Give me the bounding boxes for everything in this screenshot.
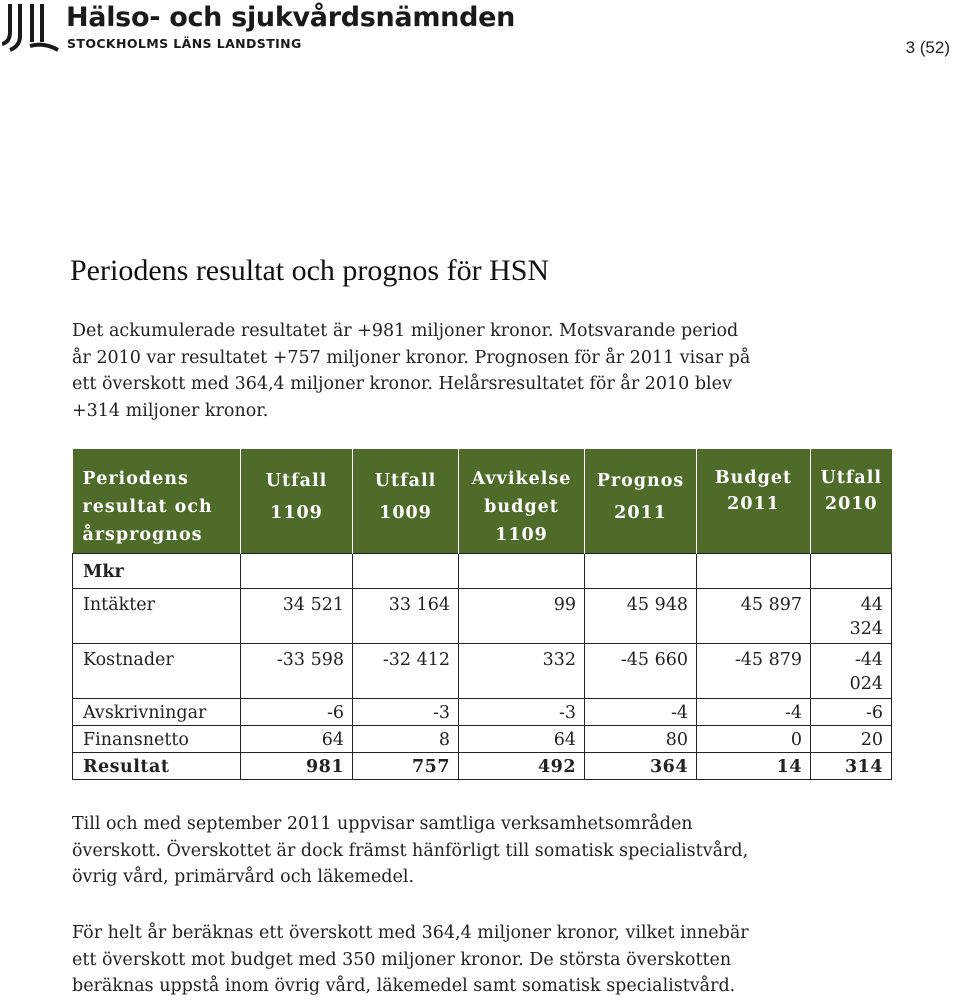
table-cell [353,554,459,589]
table-cell: -6 [241,699,353,726]
page-number: 3 (52) [905,38,950,57]
header-utfall-1009 [353,449,459,554]
result-forecast-table [72,449,892,780]
row-label: Intäkter [73,589,241,644]
header-prognos-2011 [585,449,697,554]
table-cell: 492 [459,753,585,780]
header-avvikelse-budget: Avvikelse budget 1109 [459,449,585,554]
table-cell [811,554,892,589]
table-row [73,726,892,753]
forecast-paragraph: För helt år beräknas ett överskott med 364,4 miljoner kronor, vilket innebär ett överskott mot budget med 350 miljoner kronor. De största överskotten beräknas uppstå inom övrig vård, läkemedel samt somatisk specialistvård. [72,923,749,996]
table-cell: -33 598 [241,644,353,699]
table-cell: 34 521 [241,589,353,644]
header-text: Prognos 2011 [596,471,685,523]
table-header-row [73,449,892,554]
header-text: Utfall 1009 [374,471,437,523]
table-cell: 314 [811,753,892,780]
table-cell: 364 [585,753,697,780]
table-cell: 20 [811,726,892,753]
summary-paragraph: Till och med september 2011 uppvisar samtliga verksamhetsområden överskott. Överskottet är dock främst hänförligt till somatisk specialistvård, övrig vård, primärvård och läkemedel. [72,814,749,887]
wrapped-value: 44 324 [849,595,883,639]
table-cell: -45 879 [697,644,811,699]
table-cell: 332 [459,644,585,699]
section-title: Periodens resultat och prognos för HSN [70,254,550,287]
table-cell: -4 [697,699,811,726]
table-total-row [73,753,892,780]
table-cell: 757 [353,753,459,780]
organization-name: Hälso- och sjukvårdsnämnden [66,2,516,33]
intro-paragraph: Det ackumulerade resultatet är +981 miljoner kronor. Motsvarande period år 2010 var resultatet +757 miljoner kronor. Prognosen för år 2011 visar på ett överskott med 364,4 miljoner kronor. Helårsresultatet för år 2010 blev +314 miljoner kronor. [72,321,751,421]
table-cell: -6 [811,699,892,726]
table-unit-row [73,554,892,589]
table-cell: 64 [459,726,585,753]
table-cell: -3 [353,699,459,726]
table-cell: 80 [585,726,697,753]
wrapped-value: -44 024 [849,650,883,694]
table-cell: -4 [585,699,697,726]
table-cell [241,554,353,589]
table-cell [811,644,892,699]
organization-subtitle: STOCKHOLMS LÄNS LANDSTING [67,36,302,51]
table-cell: 981 [241,753,353,780]
header-text: Budget 2011 [714,468,793,514]
table-cell [459,554,585,589]
landsting-logo-icon [2,2,60,52]
table-row [73,699,892,726]
table-cell [811,589,892,644]
table-cell: -32 412 [353,644,459,699]
table-cell: 0 [697,726,811,753]
table-cell [697,554,811,589]
header-utfall-1109 [241,449,353,554]
table-cell: 33 164 [353,589,459,644]
table-cell: 45 948 [585,589,697,644]
header-label-column: Periodens resultat och årsprognos [73,449,241,554]
header-text: Utfall 2010 [820,468,882,514]
table-cell: -45 660 [585,644,697,699]
table-cell: 8 [353,726,459,753]
header-budget-2011 [697,449,811,554]
table-cell: 99 [459,589,585,644]
unit-label: Mkr [73,554,241,589]
table-row [73,589,892,644]
header-text: Utfall 1109 [265,471,328,523]
row-label: Resultat [73,753,241,780]
header-utfall-2010 [811,449,892,554]
table-row [73,644,892,699]
document-header [0,0,960,60]
table-cell: -3 [459,699,585,726]
table-cell: 45 897 [697,589,811,644]
table-cell: 14 [697,753,811,780]
row-label: Kostnader [73,644,241,699]
row-label: Finansnetto [73,726,241,753]
table-cell: 64 [241,726,353,753]
table-cell [585,554,697,589]
row-label: Avskrivningar [73,699,241,726]
